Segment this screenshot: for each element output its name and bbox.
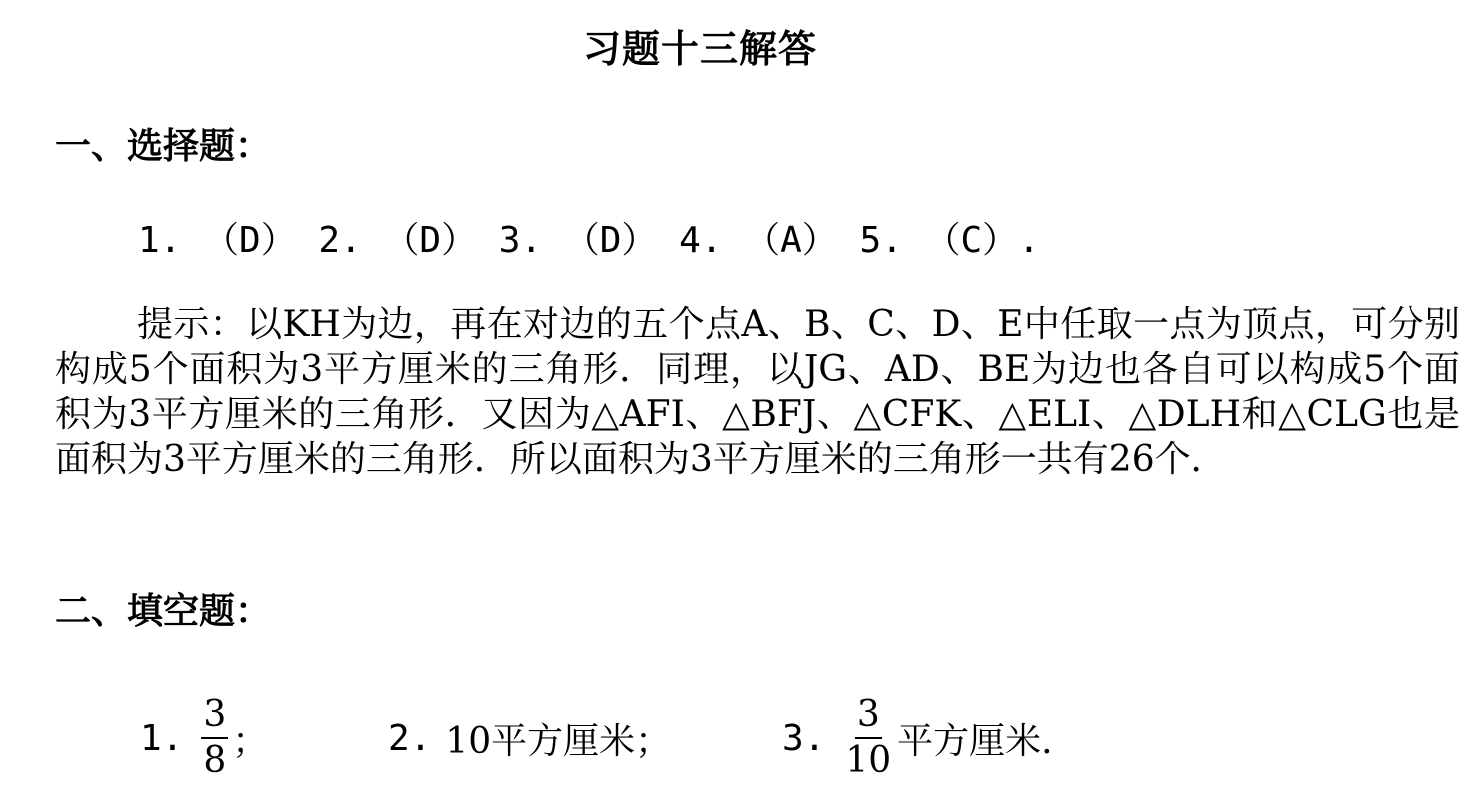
hint-paragraph: 提示：以KH为边，再在对边的五个点A、B、C、D、E中任取一点为顶点，可分别构成5个面积为3平方厘米的三角形．同理，以JG、AD、BE为边也各自可以构成5个面积为3平方厘米的三角形．又因为△AFI、△BFJ、△CFK、△ELI、△DLH和△CLG也是面积为3平方厘米的三角形．所以面积为3平方厘米的三角形一共有26个． — [55, 304, 1460, 480]
fraction-numerator: 3 — [855, 697, 882, 739]
fill-answer-text: 10平方厘米； — [445, 720, 672, 762]
fraction-numerator: 3 — [201, 697, 228, 739]
fraction — [843, 694, 893, 781]
fill-answers — [0, 688, 1476, 788]
choice-answers: 1. （D） 2. （D） 3. （D） 4. （A） 5. （C）. — [138, 220, 1040, 261]
section-heading-choice: 一、选择题： — [55, 126, 272, 167]
fill-answer-suffix: ； — [232, 720, 269, 762]
fraction-denominator: 10 — [845, 740, 892, 781]
fill-answer-2 — [388, 688, 671, 788]
page-title: 习题十三解答 — [582, 27, 817, 71]
fraction — [201, 694, 228, 781]
fill-answer-suffix: 平方厘米. — [897, 720, 1053, 762]
fill-answer-number: 2. — [388, 717, 432, 759]
fraction-denominator: 8 — [203, 740, 227, 781]
fill-answer-1 — [140, 688, 268, 788]
fill-answer-3 — [782, 688, 1053, 788]
section-heading-fill: 二、填空题： — [55, 591, 272, 632]
fill-answer-number: 1. — [140, 717, 184, 759]
fill-answer-number: 3. — [782, 717, 826, 759]
